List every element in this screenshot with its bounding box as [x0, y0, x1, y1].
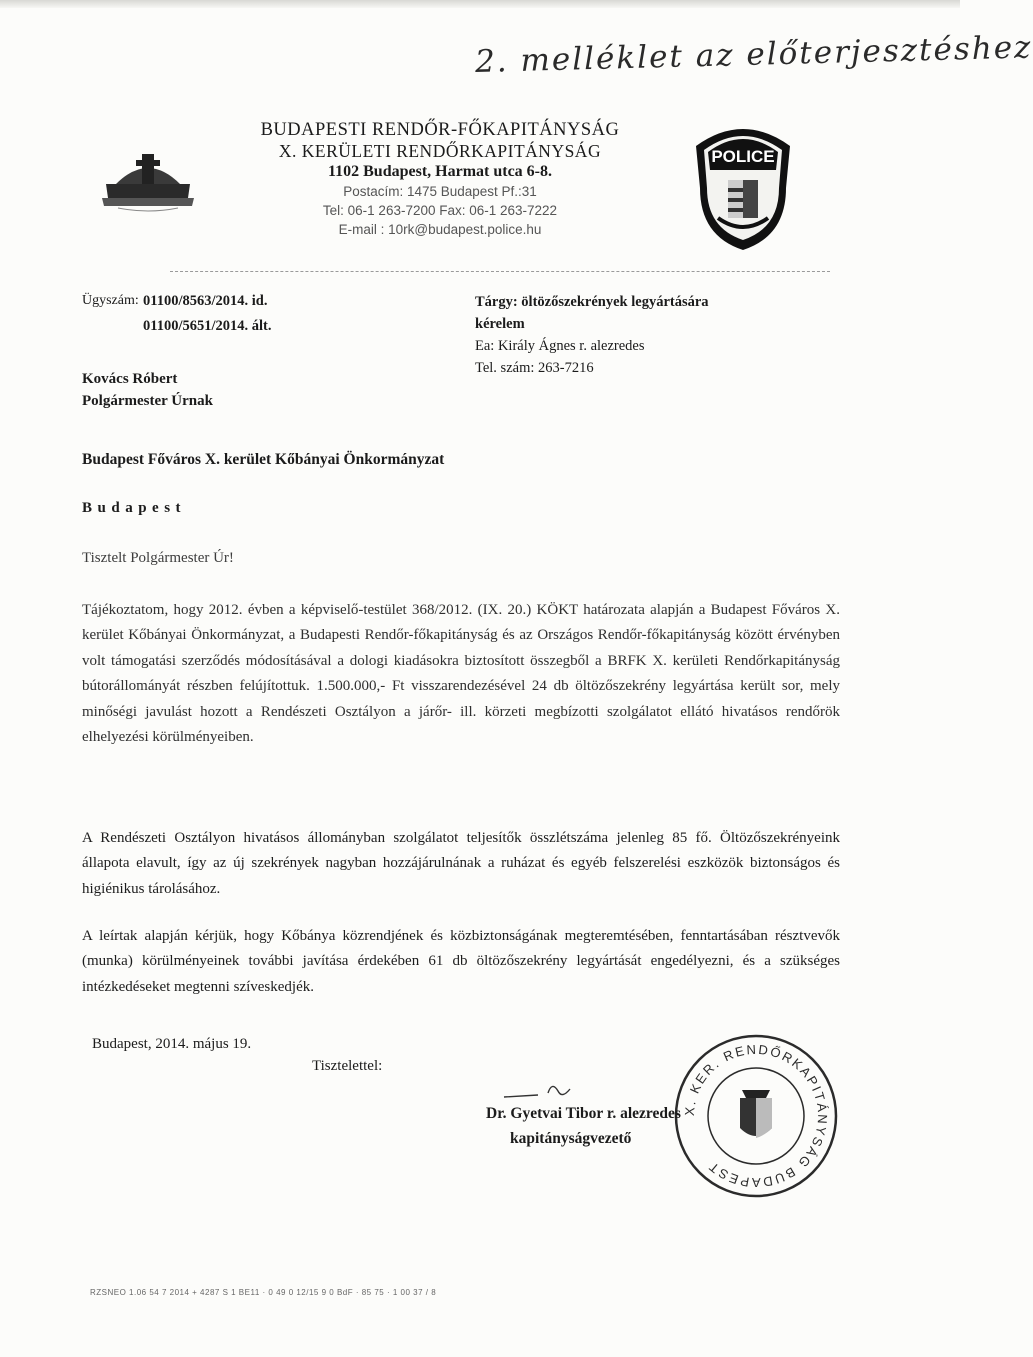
body-paragraph-1: Tájékoztatom, hogy 2012. évben a képviselő-testület 368/2012. (IX. 20.) KÖKT határozata alapján a Budapest Főváros X. kerület Kőbányai Önkormányzat, a Budapesti Rendőr-főkapitányság és az Országos Rendőr-főkapitányság között érvényben volt támogatási szerződés módosításával a dologi kiadásokra biztosított összegből a BRFK X. kerületi Rendőrkapitányság bútorállományát részben felújítottuk. 1.500.000,- Ft visszarendezésével 24 db öltözőszekrény legyártása került sor, mely minőségi javulást hozott a Rendészeti Osztályon a járőr- ill. körzeti megbízotti szolgálatot ellátó hivatásos rendőrök elhelyezési körülményeiben.	[82, 602, 840, 746]
body-paragraph-3: A leírtak alapján kérjük, hogy Kőbánya közrendjének és közbiztonságának megteremtésében, fenntartásában résztvevők (munka) körülményeinek további javítása érdekében 61 db öltözőszekrény legyártását engedélyezni, és a szükséges intézkedéseket megtenni szíveskedjék.	[82, 928, 840, 995]
subject-line: Tárgy: öltözőszekrények legyártására	[475, 294, 709, 310]
email-address: E-mail : 10rk@budapest.police.hu	[338, 222, 542, 237]
case-number-1: 01100/8563/2014. id.	[143, 293, 268, 309]
place-date: Budapest, 2014. május 19.	[92, 1036, 252, 1052]
addressee-block	[82, 368, 213, 412]
case-number-2: 01100/5651/2014. ált.	[143, 318, 272, 334]
addressee-city: Budapest	[82, 500, 187, 516]
badge-text: POLICE	[711, 147, 775, 166]
addressee-title: Polgármester Úrnak	[82, 393, 213, 409]
body-paragraph-2: A Rendészeti Osztályon hivatásos állományban szolgálatot teljesítők összlétszáma jelenleg 85 fő. Öltözőszekrényeink állapota elavult, így az új szekrények nagyban hozzájárulnának a ruházat és egyéb felszerelési eszközök biztonságos és higiénikus tárolásához.	[82, 830, 840, 897]
official-stamp-icon	[672, 1032, 840, 1200]
salutation: Tisztelt Polgármester Úr!	[82, 550, 234, 566]
letterhead	[200, 120, 680, 239]
addressee-name: Kovács Róbert	[82, 371, 178, 387]
handwritten-annotation: 2. melléklet az előterjesztéshez	[474, 29, 1033, 81]
scan-edge	[0, 0, 960, 8]
reference-label: Ügyszám:	[82, 293, 139, 308]
addressee-municipality: Budapest Főváros X. kerület Kőbányai Önkormányzat	[82, 451, 445, 468]
stamp-text: X. KER. RENDŐRKAPITÁNYSÁG BUDAPEST	[681, 1041, 831, 1191]
department-name: X. KERÜLETI RENDŐRKAPITÁNYSÁG	[278, 141, 602, 161]
signature-icon	[500, 1075, 630, 1105]
signer-name: Dr. Gyetvai Tibor r. alezredes	[486, 1105, 681, 1122]
subject-line-2: kérelem	[475, 316, 525, 332]
contact-person: Ea: Király Ágnes r. alezredes	[475, 338, 645, 354]
contact-phone: Tel. szám: 263-7216	[475, 360, 594, 376]
police-badge-icon	[688, 118, 798, 253]
subject-block	[475, 291, 875, 379]
crest-logo-icon	[98, 140, 198, 220]
street-address: 1102 Budapest, Harmat utca 6-8.	[328, 163, 552, 180]
signer-title: kapitányságvezető	[510, 1130, 632, 1147]
phone-fax: Tel: 06-1 263-7200 Fax: 06-1 263-7222	[322, 203, 558, 218]
postal-address: Postacím: 1475 Budapest Pf.:31	[343, 184, 537, 199]
header-divider	[170, 271, 830, 272]
organization-name: BUDAPESTI RENDŐR-FŐKAPITÁNYSÁG	[260, 120, 620, 140]
fax-transmission-footer: RZSNEO 1.06 54 7 2014 + 4287 S 1 BE11 · 0 49 0 12/15 9 0 BdF · 85 75 · 1 00 37 / 8	[90, 1288, 437, 1297]
closing-greeting: Tisztelettel:	[312, 1058, 383, 1074]
